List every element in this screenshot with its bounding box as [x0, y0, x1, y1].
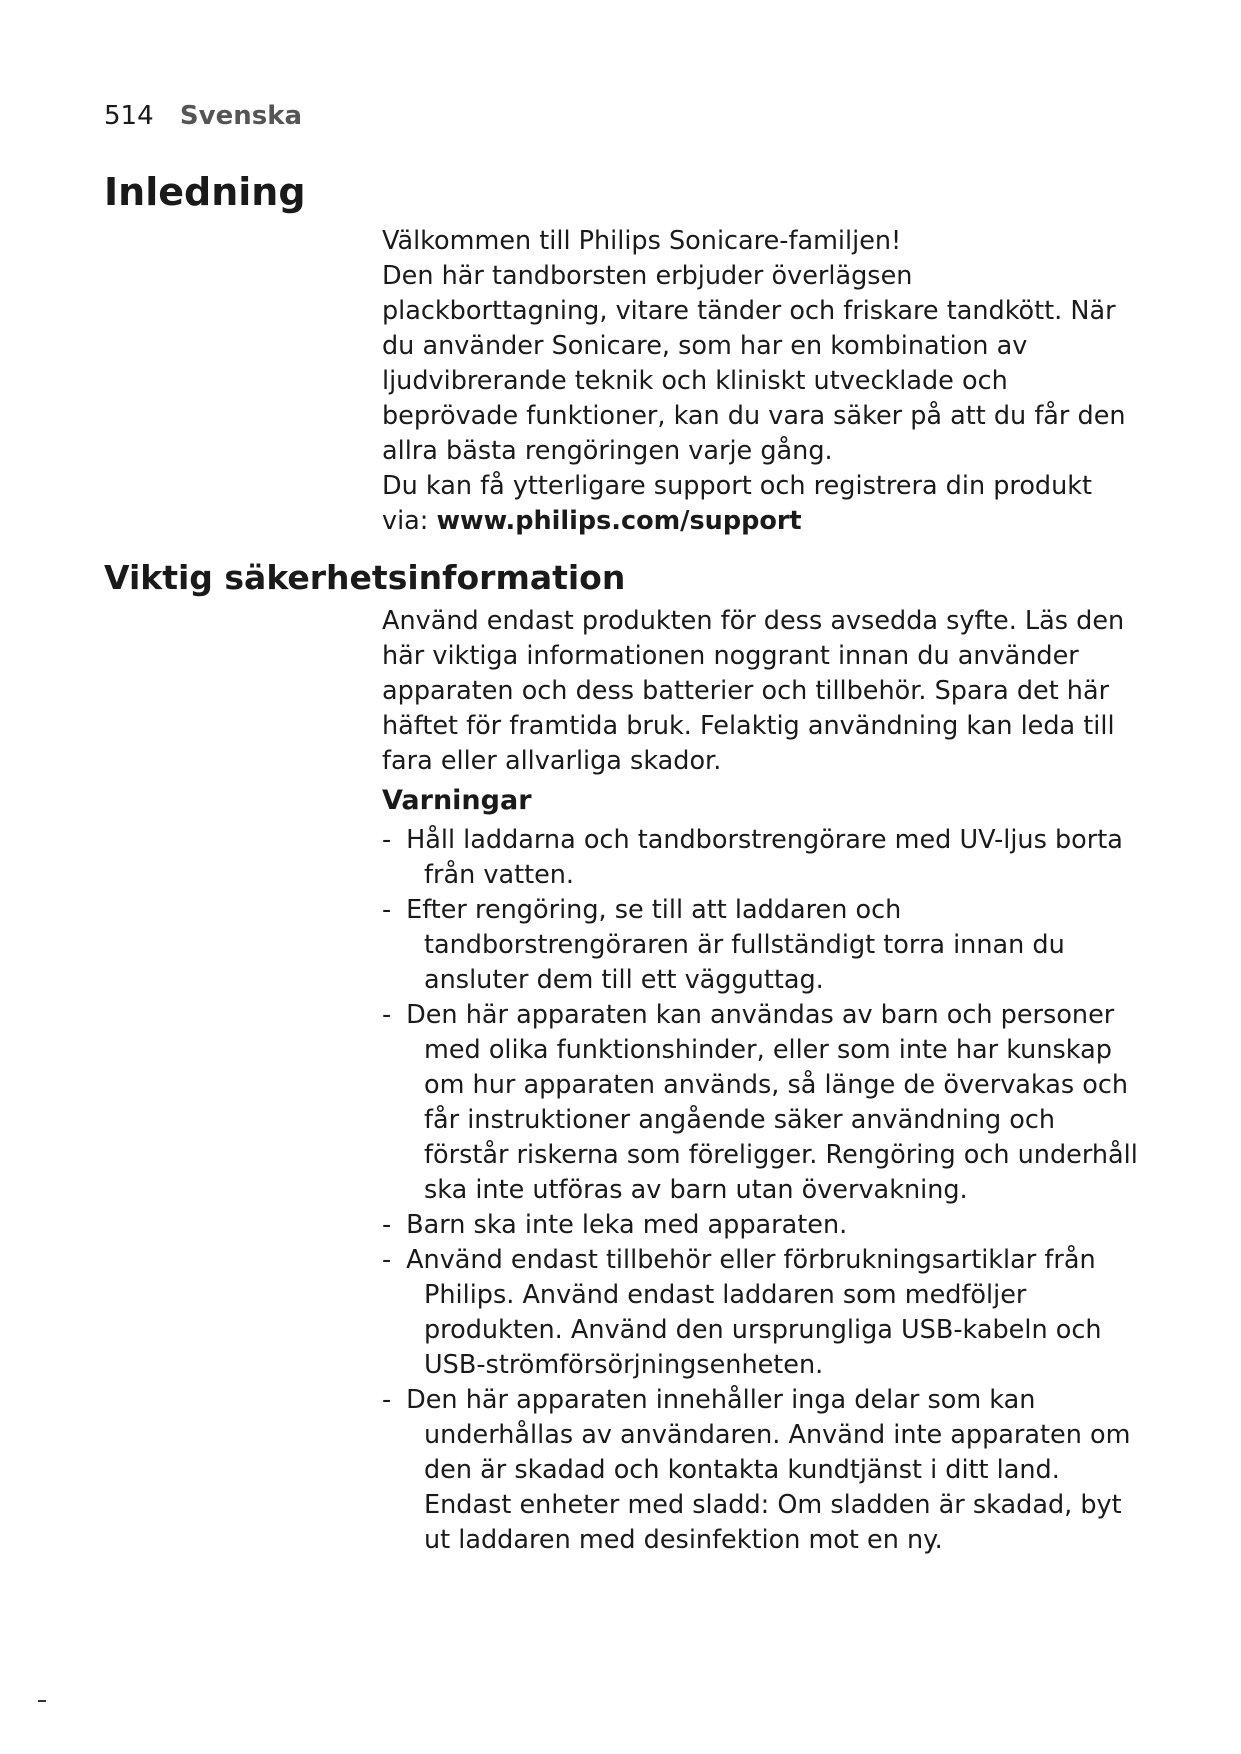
safety-section	[382, 604, 1142, 1558]
warning-item: - Håll laddarna och tandborstrengörare med UV-ljus borta från vatten.	[382, 825, 1123, 890]
warnings-list	[382, 823, 1142, 1558]
page-header	[104, 98, 302, 134]
warning-item: - Den här apparaten innehåller inga delar som kan underhållas av användaren. Använd inte apparaten om den är skadad och kontakta kundtjänst i ditt land. Endast enheter med sladd: Om sladden är skadad, byt ut laddaren med desinfektion mot en ny.	[382, 1385, 1131, 1555]
support-paragraph	[382, 469, 1142, 539]
warning-item: - Barn ska inte leka med apparaten.	[382, 1210, 848, 1240]
warning-item: - Använd endast tillbehör eller förbrukningsartiklar från Philips. Använd endast laddaren som medföljer produkten. Använd den ursprungliga USB-kabeln och USB-strömförsörjningsenheten.	[382, 1245, 1102, 1380]
safety-intro: Använd endast produkten för dess avsedda syfte. Läs den här viktiga informationen noggrant innan du använder apparaten och dess batterier och tillbehör. Spara det här häftet för framtida bruk. Felaktig användning kan leda till fara eller allvarliga skador.	[382, 606, 1125, 776]
warnings-heading: Varningar	[382, 785, 532, 816]
support-text: Du kan få ytterligare support och registrera din produkt via:	[382, 471, 1093, 536]
page-number: 514	[104, 101, 154, 131]
intro-paragraph: Den här tandborsten erbjuder överlägsen plackborttagning, vitare tänder och friskare tandkött. När du använder Sonicare, som har en kombination av ljudvibrerande teknik och kliniskt utvecklade och beprövade funktioner, kan du vara säker på att du får den allra bästa rengöringen varje gång.	[382, 261, 1126, 466]
corner-mark	[38, 1700, 46, 1702]
support-link[interactable]: www.philips.com/support	[436, 506, 802, 536]
language-label: Svenska	[179, 101, 303, 131]
intro-paragraph: Välkommen till Philips Sonicare-familjen!	[382, 226, 902, 256]
warning-item: - Efter rengöring, se till att laddaren och tandborstrengöraren är fullständigt torra innan du ansluter dem till ett vägguttag.	[382, 895, 1065, 995]
intro-heading: Inledning	[104, 170, 306, 214]
intro-section	[382, 224, 1142, 539]
warning-item: - Den här apparaten kan användas av barn och personer med olika funktionshinder, eller som inte har kunskap om hur apparaten används, så länge de övervakas och får instruktioner angående säker användning och förstår riskerna som föreligger. Rengöring och underhåll ska inte utföras av barn utan övervakning.	[382, 1000, 1138, 1205]
safety-heading: Viktig säkerhetsinformation	[104, 558, 626, 597]
